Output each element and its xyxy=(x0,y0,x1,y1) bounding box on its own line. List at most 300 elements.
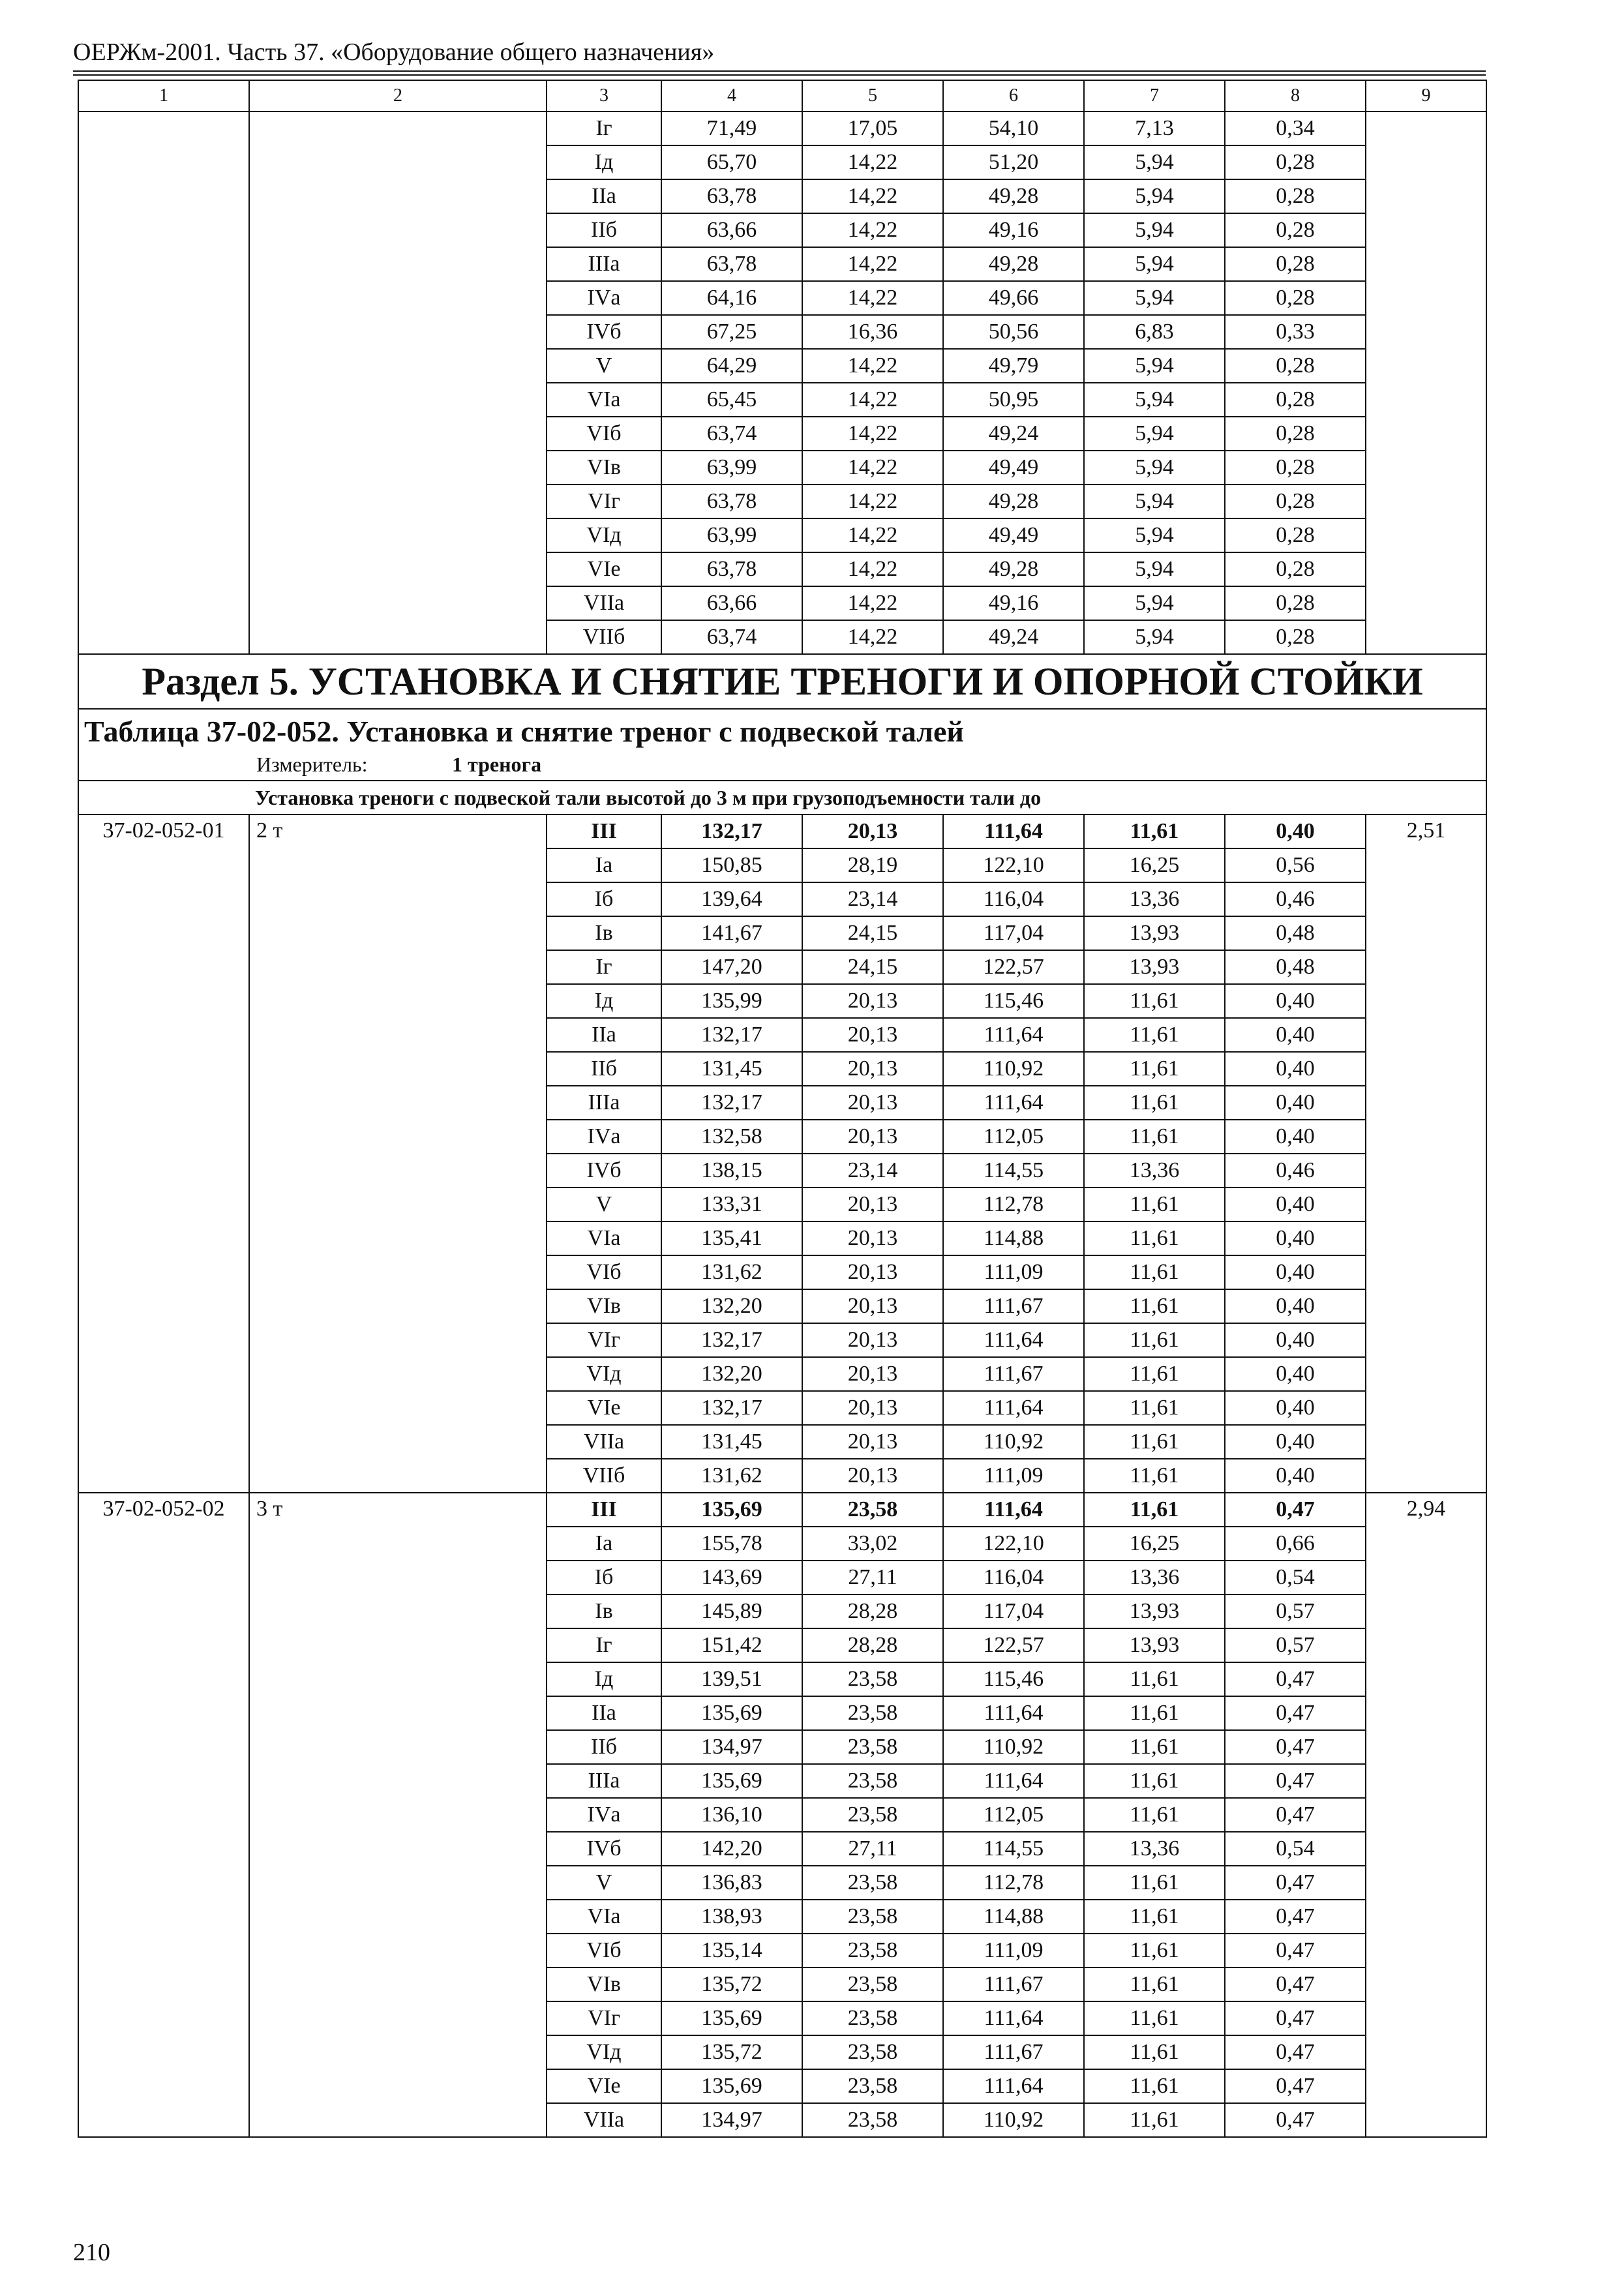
materials-cost-cell: 0,47 xyxy=(1225,1798,1366,1832)
labor-wage-cell: 23,14 xyxy=(802,1154,943,1188)
materials-cost-cell: 0,40 xyxy=(1225,1357,1366,1391)
labor-wage-cell: 14,22 xyxy=(802,586,943,620)
col9-cell-continued xyxy=(1366,112,1486,654)
machine-cost-cell: 49,24 xyxy=(943,620,1084,654)
machine-cost-cell: 112,05 xyxy=(943,1798,1084,1832)
measure-label: Измеритель: xyxy=(256,753,368,776)
zone-cell: Iб xyxy=(547,1561,661,1594)
machine-cost-cell: 49,49 xyxy=(943,518,1084,552)
total-cost-cell: 64,16 xyxy=(661,281,802,315)
driver-wage-cell: 11,61 xyxy=(1084,1866,1225,1900)
labor-wage-cell: 20,13 xyxy=(802,1357,943,1391)
driver-wage-cell: 5,94 xyxy=(1084,281,1225,315)
driver-wage-cell: 11,61 xyxy=(1084,1934,1225,1967)
materials-cost-cell: 0,28 xyxy=(1225,417,1366,451)
driver-wage-cell: 13,93 xyxy=(1084,916,1225,950)
labor-wage-cell: 23,58 xyxy=(802,1798,943,1832)
driver-wage-cell: 11,61 xyxy=(1084,1493,1225,1527)
labor-wage-cell: 20,13 xyxy=(802,984,943,1018)
driver-wage-cell: 11,61 xyxy=(1084,1323,1225,1357)
zone-cell: IIб xyxy=(547,213,661,247)
labor-wage-cell: 23,14 xyxy=(802,882,943,916)
driver-wage-cell: 11,61 xyxy=(1084,1967,1225,2001)
materials-cost-cell: 0,40 xyxy=(1225,1425,1366,1459)
zone-cell: IIб xyxy=(547,1052,661,1086)
labor-wage-cell: 20,13 xyxy=(802,1425,943,1459)
machine-cost-cell: 111,67 xyxy=(943,1967,1084,2001)
materials-cost-cell: 0,34 xyxy=(1225,112,1366,145)
total-cost-cell: 139,64 xyxy=(661,882,802,916)
materials-cost-cell: 0,47 xyxy=(1225,1696,1366,1730)
labor-wage-cell: 20,13 xyxy=(802,1255,943,1289)
materials-cost-cell: 0,46 xyxy=(1225,882,1366,916)
zone-cell: Iд xyxy=(547,984,661,1018)
machine-cost-cell: 122,10 xyxy=(943,1527,1084,1561)
materials-cost-cell: 0,47 xyxy=(1225,2069,1366,2103)
zone-cell: VIе xyxy=(547,2069,661,2103)
total-cost-cell: 138,93 xyxy=(661,1900,802,1934)
total-cost-cell: 143,69 xyxy=(661,1561,802,1594)
total-cost-cell: 63,66 xyxy=(661,213,802,247)
machine-cost-cell: 49,28 xyxy=(943,247,1084,281)
labor-wage-cell: 14,22 xyxy=(802,451,943,485)
total-cost-cell: 151,42 xyxy=(661,1628,802,1662)
machine-cost-cell: 116,04 xyxy=(943,882,1084,916)
machine-cost-cell: 111,64 xyxy=(943,1018,1084,1052)
materials-cost-cell: 0,28 xyxy=(1225,586,1366,620)
machine-cost-cell: 49,24 xyxy=(943,417,1084,451)
norms-table xyxy=(78,80,1487,2138)
zone-cell: VIб xyxy=(547,1934,661,1967)
materials-cost-cell: 0,28 xyxy=(1225,620,1366,654)
machine-cost-cell: 49,66 xyxy=(943,281,1084,315)
labor-wage-cell: 23,58 xyxy=(802,1967,943,2001)
total-cost-cell: 135,72 xyxy=(661,1967,802,2001)
measure-value: 1 тренога xyxy=(452,753,542,776)
materials-cost-cell: 0,28 xyxy=(1225,213,1366,247)
labor-wage-cell: 14,22 xyxy=(802,213,943,247)
materials-cost-cell: 0,47 xyxy=(1225,2103,1366,2137)
column-number-cell: 2 xyxy=(249,80,547,112)
total-cost-cell: 138,15 xyxy=(661,1154,802,1188)
total-cost-cell: 64,29 xyxy=(661,349,802,383)
machine-cost-cell: 111,64 xyxy=(943,1493,1084,1527)
driver-wage-cell: 11,61 xyxy=(1084,2103,1225,2137)
table-info-cell xyxy=(78,709,1486,781)
materials-cost-cell: 0,47 xyxy=(1225,1967,1366,2001)
total-cost-cell: 131,62 xyxy=(661,1459,802,1493)
driver-wage-cell: 11,61 xyxy=(1084,1459,1225,1493)
labor-wage-cell: 23,58 xyxy=(802,1696,943,1730)
labor-wage-cell: 14,22 xyxy=(802,145,943,179)
total-cost-cell: 63,78 xyxy=(661,552,802,586)
total-cost-cell: 132,17 xyxy=(661,815,802,848)
driver-wage-cell: 11,61 xyxy=(1084,2035,1225,2069)
machine-cost-cell: 122,10 xyxy=(943,848,1084,882)
total-cost-cell: 135,41 xyxy=(661,1221,802,1255)
col9-value-cell: 2,51 xyxy=(1366,815,1486,1493)
zone-cell: VIг xyxy=(547,2001,661,2035)
labor-wage-cell: 23,58 xyxy=(802,1934,943,1967)
driver-wage-cell: 11,61 xyxy=(1084,984,1225,1018)
driver-wage-cell: 13,36 xyxy=(1084,1154,1225,1188)
labor-wage-cell: 23,58 xyxy=(802,1730,943,1764)
driver-wage-cell: 11,61 xyxy=(1084,1730,1225,1764)
driver-wage-cell: 5,94 xyxy=(1084,349,1225,383)
total-cost-cell: 135,69 xyxy=(661,1493,802,1527)
total-cost-cell: 132,20 xyxy=(661,1357,802,1391)
materials-cost-cell: 0,40 xyxy=(1225,1086,1366,1120)
machine-cost-cell: 49,16 xyxy=(943,213,1084,247)
driver-wage-cell: 13,36 xyxy=(1084,1561,1225,1594)
total-cost-cell: 145,89 xyxy=(661,1594,802,1628)
driver-wage-cell: 11,61 xyxy=(1084,1086,1225,1120)
labor-wage-cell: 20,13 xyxy=(802,1391,943,1425)
zone-cell: V xyxy=(547,349,661,383)
materials-cost-cell: 0,28 xyxy=(1225,552,1366,586)
labor-wage-cell: 23,58 xyxy=(802,2103,943,2137)
column-number-cell: 8 xyxy=(1225,80,1366,112)
total-cost-cell: 63,74 xyxy=(661,620,802,654)
total-cost-cell: 155,78 xyxy=(661,1527,802,1561)
machine-cost-cell: 111,64 xyxy=(943,1391,1084,1425)
machine-cost-cell: 114,55 xyxy=(943,1832,1084,1866)
total-cost-cell: 63,78 xyxy=(661,179,802,213)
labor-wage-cell: 23,58 xyxy=(802,1662,943,1696)
machine-cost-cell: 49,28 xyxy=(943,485,1084,518)
materials-cost-cell: 0,28 xyxy=(1225,485,1366,518)
labor-wage-cell: 23,58 xyxy=(802,2001,943,2035)
total-cost-cell: 63,78 xyxy=(661,247,802,281)
materials-cost-cell: 0,57 xyxy=(1225,1628,1366,1662)
zone-cell: VIIа xyxy=(547,1425,661,1459)
norm-code-cell: 37-02-052-01 xyxy=(78,815,249,1493)
machine-cost-cell: 117,04 xyxy=(943,1594,1084,1628)
zone-cell: IIа xyxy=(547,1696,661,1730)
machine-cost-cell: 51,20 xyxy=(943,145,1084,179)
zone-cell: IVа xyxy=(547,281,661,315)
col9-value-cell: 2,94 xyxy=(1366,1493,1486,2137)
machine-cost-cell: 50,95 xyxy=(943,383,1084,417)
driver-wage-cell: 5,94 xyxy=(1084,451,1225,485)
materials-cost-cell: 0,47 xyxy=(1225,1764,1366,1798)
driver-wage-cell: 13,93 xyxy=(1084,1594,1225,1628)
driver-wage-cell: 13,36 xyxy=(1084,1832,1225,1866)
zone-cell: Iд xyxy=(547,145,661,179)
driver-wage-cell: 16,25 xyxy=(1084,848,1225,882)
materials-cost-cell: 0,28 xyxy=(1225,383,1366,417)
materials-cost-cell: 0,47 xyxy=(1225,2001,1366,2035)
total-cost-cell: 133,31 xyxy=(661,1188,802,1221)
zone-cell: Iг xyxy=(547,112,661,145)
zone-cell: VIв xyxy=(547,1289,661,1323)
total-cost-cell: 136,83 xyxy=(661,1866,802,1900)
materials-cost-cell: 0,47 xyxy=(1225,1730,1366,1764)
materials-cost-cell: 0,28 xyxy=(1225,451,1366,485)
total-cost-cell: 135,69 xyxy=(661,1764,802,1798)
zone-cell: VIг xyxy=(547,1323,661,1357)
machine-cost-cell: 111,64 xyxy=(943,2069,1084,2103)
zone-cell: IVб xyxy=(547,315,661,349)
labor-wage-cell: 14,22 xyxy=(802,485,943,518)
materials-cost-cell: 0,48 xyxy=(1225,950,1366,984)
machine-cost-cell: 111,64 xyxy=(943,1696,1084,1730)
materials-cost-cell: 0,46 xyxy=(1225,1154,1366,1188)
zone-cell: VIв xyxy=(547,1967,661,2001)
machine-cost-cell: 49,28 xyxy=(943,179,1084,213)
zone-cell: VIд xyxy=(547,2035,661,2069)
driver-wage-cell: 11,61 xyxy=(1084,1662,1225,1696)
labor-wage-cell: 24,15 xyxy=(802,916,943,950)
zone-cell: V xyxy=(547,1866,661,1900)
total-cost-cell: 135,69 xyxy=(661,2069,802,2103)
zone-cell: VIв xyxy=(547,451,661,485)
total-cost-cell: 132,17 xyxy=(661,1018,802,1052)
labor-wage-cell: 28,28 xyxy=(802,1628,943,1662)
zone-cell: III xyxy=(547,1493,661,1527)
labor-wage-cell: 23,58 xyxy=(802,1866,943,1900)
labor-wage-cell: 23,58 xyxy=(802,1493,943,1527)
machine-cost-cell: 117,04 xyxy=(943,916,1084,950)
total-cost-cell: 135,14 xyxy=(661,1934,802,1967)
labor-wage-cell: 23,58 xyxy=(802,1900,943,1934)
materials-cost-cell: 0,48 xyxy=(1225,916,1366,950)
labor-wage-cell: 28,28 xyxy=(802,1594,943,1628)
zone-cell: Iв xyxy=(547,916,661,950)
driver-wage-cell: 16,25 xyxy=(1084,1527,1225,1561)
total-cost-cell: 63,78 xyxy=(661,485,802,518)
labor-wage-cell: 23,58 xyxy=(802,1764,943,1798)
materials-cost-cell: 0,40 xyxy=(1225,1323,1366,1357)
labor-wage-cell: 14,22 xyxy=(802,247,943,281)
labor-wage-cell: 14,22 xyxy=(802,281,943,315)
machine-cost-cell: 112,78 xyxy=(943,1866,1084,1900)
header-rule-second xyxy=(73,74,1486,76)
machine-cost-cell: 122,57 xyxy=(943,1628,1084,1662)
materials-cost-cell: 0,40 xyxy=(1225,1255,1366,1289)
norm-name-cell: 2 т xyxy=(249,815,547,1493)
zone-cell: VIа xyxy=(547,1900,661,1934)
column-number-cell: 6 xyxy=(943,80,1084,112)
labor-wage-cell: 27,11 xyxy=(802,1561,943,1594)
total-cost-cell: 132,17 xyxy=(661,1323,802,1357)
zone-cell: IIб xyxy=(547,1730,661,1764)
machine-cost-cell: 49,79 xyxy=(943,349,1084,383)
materials-cost-cell: 0,40 xyxy=(1225,1221,1366,1255)
total-cost-cell: 67,25 xyxy=(661,315,802,349)
driver-wage-cell: 5,94 xyxy=(1084,383,1225,417)
zone-cell: IIа xyxy=(547,1018,661,1052)
materials-cost-cell: 0,47 xyxy=(1225,1900,1366,1934)
machine-cost-cell: 114,88 xyxy=(943,1900,1084,1934)
zone-cell: VIIа xyxy=(547,2103,661,2137)
total-cost-cell: 135,69 xyxy=(661,2001,802,2035)
zone-cell: Iг xyxy=(547,1628,661,1662)
driver-wage-cell: 11,61 xyxy=(1084,2069,1225,2103)
driver-wage-cell: 13,93 xyxy=(1084,950,1225,984)
materials-cost-cell: 0,28 xyxy=(1225,281,1366,315)
labor-wage-cell: 20,13 xyxy=(802,1018,943,1052)
norm-name-cell: 3 т xyxy=(249,1493,547,2137)
total-cost-cell: 131,62 xyxy=(661,1255,802,1289)
machine-cost-cell: 50,56 xyxy=(943,315,1084,349)
labor-wage-cell: 23,58 xyxy=(802,2069,943,2103)
driver-wage-cell: 5,94 xyxy=(1084,145,1225,179)
labor-wage-cell: 14,22 xyxy=(802,349,943,383)
machine-cost-cell: 112,05 xyxy=(943,1120,1084,1154)
running-header: ОЕРЖм-2001. Часть 37. «Оборудование общего назначения» xyxy=(73,38,715,66)
driver-wage-cell: 11,61 xyxy=(1084,1696,1225,1730)
zone-cell: IIIа xyxy=(547,1086,661,1120)
zone-cell: VIе xyxy=(547,1391,661,1425)
labor-wage-cell: 28,19 xyxy=(802,848,943,882)
zone-cell: Iв xyxy=(547,1594,661,1628)
total-cost-cell: 71,49 xyxy=(661,112,802,145)
materials-cost-cell: 0,47 xyxy=(1225,1662,1366,1696)
labor-wage-cell: 27,11 xyxy=(802,1832,943,1866)
materials-cost-cell: 0,28 xyxy=(1225,247,1366,281)
machine-cost-cell: 49,49 xyxy=(943,451,1084,485)
zone-cell: VIа xyxy=(547,383,661,417)
zone-cell: VIб xyxy=(547,417,661,451)
table-row xyxy=(78,815,1486,848)
zone-cell: VIе xyxy=(547,552,661,586)
zone-cell: VIIб xyxy=(547,1459,661,1493)
machine-cost-cell: 111,64 xyxy=(943,1086,1084,1120)
zone-cell: Iа xyxy=(547,848,661,882)
driver-wage-cell: 11,61 xyxy=(1084,1221,1225,1255)
machine-cost-cell: 110,92 xyxy=(943,1052,1084,1086)
zone-cell: IVа xyxy=(547,1120,661,1154)
machine-cost-cell: 111,67 xyxy=(943,1289,1084,1323)
materials-cost-cell: 0,47 xyxy=(1225,2035,1366,2069)
zone-cell: IIа xyxy=(547,179,661,213)
zone-cell: IVа xyxy=(547,1798,661,1832)
machine-cost-cell: 110,92 xyxy=(943,2103,1084,2137)
labor-wage-cell: 24,15 xyxy=(802,950,943,984)
table-row xyxy=(78,1493,1486,1527)
labor-wage-cell: 20,13 xyxy=(802,1221,943,1255)
machine-cost-cell: 111,09 xyxy=(943,1459,1084,1493)
zone-cell: VIб xyxy=(547,1255,661,1289)
driver-wage-cell: 5,94 xyxy=(1084,518,1225,552)
zone-cell: Iа xyxy=(547,1527,661,1561)
labor-wage-cell: 20,13 xyxy=(802,815,943,848)
total-cost-cell: 139,51 xyxy=(661,1662,802,1696)
zone-cell: Iг xyxy=(547,950,661,984)
labor-wage-cell: 20,13 xyxy=(802,1052,943,1086)
total-cost-cell: 132,58 xyxy=(661,1120,802,1154)
table-title: Таблица 37-02-052. Установка и снятие треног с подвеской талей xyxy=(84,715,964,748)
labor-wage-cell: 17,05 xyxy=(802,112,943,145)
machine-cost-cell: 112,78 xyxy=(943,1188,1084,1221)
driver-wage-cell: 11,61 xyxy=(1084,1018,1225,1052)
driver-wage-cell: 11,61 xyxy=(1084,1798,1225,1832)
materials-cost-cell: 0,40 xyxy=(1225,1289,1366,1323)
labor-wage-cell: 20,13 xyxy=(802,1289,943,1323)
materials-cost-cell: 0,56 xyxy=(1225,848,1366,882)
materials-cost-cell: 0,40 xyxy=(1225,1120,1366,1154)
total-cost-cell: 150,85 xyxy=(661,848,802,882)
driver-wage-cell: 11,61 xyxy=(1084,1289,1225,1323)
norm-code-cell: 37-02-052-02 xyxy=(78,1493,249,2137)
labor-wage-cell: 33,02 xyxy=(802,1527,943,1561)
total-cost-cell: 65,70 xyxy=(661,145,802,179)
driver-wage-cell: 11,61 xyxy=(1084,1357,1225,1391)
zone-cell: V xyxy=(547,1188,661,1221)
table-info-row xyxy=(78,709,1486,781)
column-number-cell: 3 xyxy=(547,80,661,112)
subheading: Установка треноги с подвеской тали высотой до 3 м при грузоподъемности тали до xyxy=(78,781,1486,815)
materials-cost-cell: 0,40 xyxy=(1225,1018,1366,1052)
total-cost-cell: 141,67 xyxy=(661,916,802,950)
materials-cost-cell: 0,54 xyxy=(1225,1561,1366,1594)
machine-cost-cell: 116,04 xyxy=(943,1561,1084,1594)
materials-cost-cell: 0,66 xyxy=(1225,1527,1366,1561)
labor-wage-cell: 20,13 xyxy=(802,1120,943,1154)
norms-table-body xyxy=(78,80,1486,2137)
driver-wage-cell: 11,61 xyxy=(1084,1900,1225,1934)
materials-cost-cell: 0,28 xyxy=(1225,145,1366,179)
total-cost-cell: 132,17 xyxy=(661,1391,802,1425)
materials-cost-cell: 0,47 xyxy=(1225,1493,1366,1527)
machine-cost-cell: 122,57 xyxy=(943,950,1084,984)
labor-wage-cell: 20,13 xyxy=(802,1323,943,1357)
total-cost-cell: 65,45 xyxy=(661,383,802,417)
column-number-row xyxy=(78,80,1486,112)
total-cost-cell: 142,20 xyxy=(661,1832,802,1866)
machine-cost-cell: 115,46 xyxy=(943,1662,1084,1696)
total-cost-cell: 134,97 xyxy=(661,1730,802,1764)
driver-wage-cell: 5,94 xyxy=(1084,213,1225,247)
driver-wage-cell: 5,94 xyxy=(1084,586,1225,620)
total-cost-cell: 135,69 xyxy=(661,1696,802,1730)
labor-wage-cell: 14,22 xyxy=(802,518,943,552)
machine-cost-cell: 114,88 xyxy=(943,1221,1084,1255)
column-number-cell: 5 xyxy=(802,80,943,112)
column-number-cell: 7 xyxy=(1084,80,1225,112)
driver-wage-cell: 5,94 xyxy=(1084,620,1225,654)
labor-wage-cell: 20,13 xyxy=(802,1459,943,1493)
labor-wage-cell: 14,22 xyxy=(802,383,943,417)
total-cost-cell: 135,72 xyxy=(661,2035,802,2069)
machine-cost-cell: 111,09 xyxy=(943,1934,1084,1967)
driver-wage-cell: 13,36 xyxy=(1084,882,1225,916)
driver-wage-cell: 5,94 xyxy=(1084,485,1225,518)
materials-cost-cell: 0,28 xyxy=(1225,179,1366,213)
total-cost-cell: 63,66 xyxy=(661,586,802,620)
driver-wage-cell: 5,94 xyxy=(1084,179,1225,213)
total-cost-cell: 136,10 xyxy=(661,1798,802,1832)
zone-cell: IVб xyxy=(547,1832,661,1866)
zone-cell: VIг xyxy=(547,485,661,518)
machine-cost-cell: 49,16 xyxy=(943,586,1084,620)
total-cost-cell: 131,45 xyxy=(661,1425,802,1459)
machine-cost-cell: 111,67 xyxy=(943,2035,1084,2069)
total-cost-cell: 132,20 xyxy=(661,1289,802,1323)
driver-wage-cell: 11,61 xyxy=(1084,1188,1225,1221)
zone-cell: III xyxy=(547,815,661,848)
section-title: Раздел 5. УСТАНОВКА И СНЯТИЕ ТРЕНОГИ И ОПОРНОЙ СТОЙКИ xyxy=(78,654,1486,709)
driver-wage-cell: 11,61 xyxy=(1084,815,1225,848)
column-number-cell: 1 xyxy=(78,80,249,112)
driver-wage-cell: 11,61 xyxy=(1084,1425,1225,1459)
driver-wage-cell: 11,61 xyxy=(1084,1764,1225,1798)
labor-wage-cell: 14,22 xyxy=(802,552,943,586)
machine-cost-cell: 115,46 xyxy=(943,984,1084,1018)
materials-cost-cell: 0,40 xyxy=(1225,815,1366,848)
zone-cell: VIд xyxy=(547,518,661,552)
